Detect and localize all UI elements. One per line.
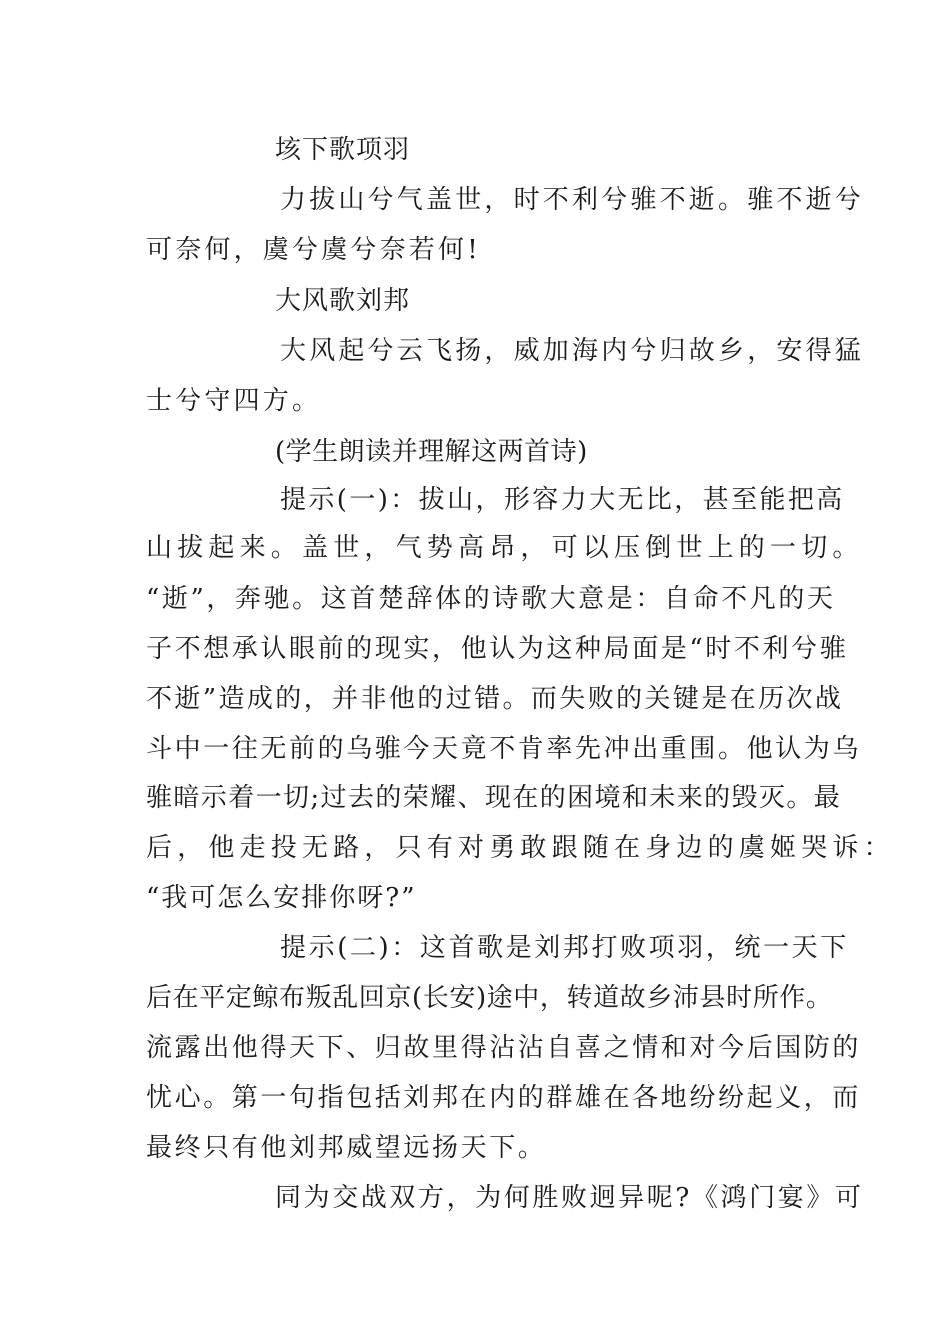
question-paragraph-line: 同为交战双方，为何胜败迥异呢?《鸿门宴》可 <box>275 1183 864 1213</box>
hint-two-paragraph-line: 流露出他得天下、归故里得沾沾自喜之情和对今后国防的 <box>146 1033 862 1063</box>
hint-one-paragraph-line: 斗中一往无前的乌骓今天竟不肯率先冲出重围。他认为乌 <box>146 734 862 764</box>
hint-one-paragraph-line: 子不想承认眼前的现实，他认为这种局面是“时不利兮骓 <box>146 634 849 664</box>
poem-text-line: 士兮守四方。 <box>146 386 322 416</box>
poem-text-line: 力拔山兮气盖世，时不利兮骓不逝。骓不逝兮 <box>280 185 865 215</box>
hint-one-paragraph-line: 骓暗示着一切;过去的荣耀、现在的困境和未来的毁灭。最 <box>146 783 842 813</box>
hint-two-paragraph-line: 后在平定鲸布叛乱回京(长安)途中，转道故乡沛县时所作。 <box>146 983 833 1013</box>
poem-title-gaixiage: 垓下歌项羽 <box>275 135 411 165</box>
hint-one-paragraph-line: 不逝”造成的，并非他的过错。而失败的关键是在历次战 <box>146 684 844 714</box>
hint-one-paragraph-line: 后，他走投无路，只有对勇敢跟随在身边的虞姬哭诉： <box>146 833 895 863</box>
hint-one-paragraph-line: “逝”，奔驰。这首楚辞体的诗歌大意是：自命不凡的天 <box>146 584 836 614</box>
hint-two-paragraph-line: 最终只有他刘邦威望远扬天下。 <box>146 1133 547 1163</box>
instruction-note: (学生朗读并理解这两首诗) <box>275 437 588 467</box>
hint-two-paragraph-line: 忧心。第一句指包括刘邦在内的群雄在各地纷纷起义，而 <box>146 1083 862 1113</box>
hint-one-paragraph-line: 山拔起来。盖世，气势高昂，可以压倒世上的一切。 <box>146 533 864 563</box>
poem-text-line: 可奈何，虞兮虞兮奈若何! <box>146 235 481 265</box>
hint-one-paragraph-line: 提示(一)：拔山，形容力大无比，甚至能把高 <box>280 485 845 515</box>
poem-text-line: 大风起兮云飞扬，威加海内兮归故乡，安得猛 <box>280 336 865 366</box>
hint-one-paragraph-line: “我可怎么安排你呀?” <box>146 883 417 913</box>
poem-title-dafengge: 大风歌刘邦 <box>275 286 411 316</box>
hint-two-paragraph-line: 提示(二)：这首歌是刘邦打败项羽，统一天下 <box>280 933 849 963</box>
